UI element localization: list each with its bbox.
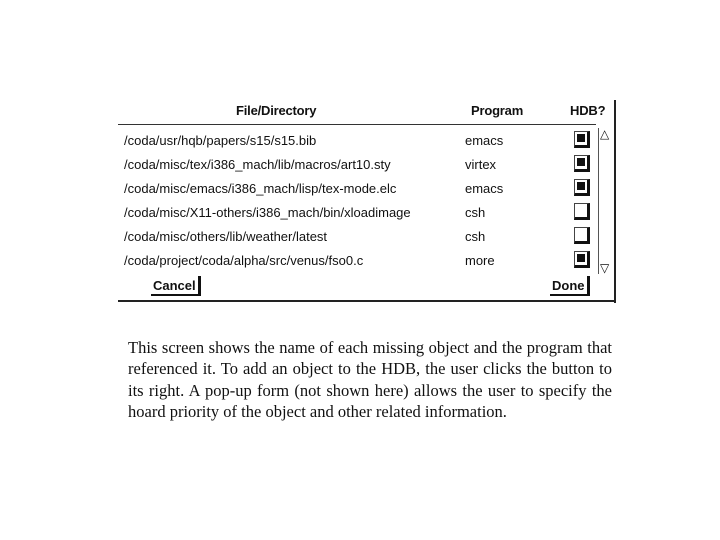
down-arrow-icon[interactable]: ▽ [600, 261, 610, 275]
done-button[interactable]: Done [550, 276, 590, 296]
header-hdb: HDB? [570, 103, 606, 118]
file-path: /coda/misc/X11-others/i386_mach/bin/xloadimage [124, 205, 411, 220]
file-path: /coda/usr/hqb/papers/s15/s15.bib [124, 133, 317, 148]
panel-bottom-edge [118, 300, 616, 302]
table-row [124, 178, 594, 202]
table-row [124, 130, 594, 154]
hdb-checkbox[interactable] [574, 131, 590, 148]
hdb-checkbox[interactable] [574, 251, 590, 268]
cancel-button[interactable]: Cancel [151, 276, 201, 296]
program-name: csh [465, 205, 486, 220]
up-arrow-icon[interactable]: △ [600, 127, 610, 141]
header-divider [118, 124, 596, 125]
program-name: emacs [465, 133, 504, 148]
figure-caption: This screen shows the name of each missing object and the program that referenced it. To add an object to the HDB, the user clicks the button to its right. A pop-up form (not shown here) allows the user to specify the hoard priority of the object and other related information. [128, 337, 612, 421]
file-path: /coda/misc/emacs/i386_mach/lisp/tex-mode.elc [124, 181, 397, 196]
hdb-checkbox[interactable] [574, 179, 590, 196]
hoard-dialog [118, 100, 620, 303]
program-name: emacs [465, 181, 504, 196]
hdb-checkbox[interactable] [574, 155, 590, 172]
header-program: Program [471, 103, 524, 118]
header-file-directory: File/Directory [236, 103, 317, 118]
file-path: /coda/project/coda/alpha/src/venus/fso0.c [124, 253, 364, 268]
program-name: more [465, 253, 495, 268]
program-name: virtex [465, 157, 497, 172]
program-name: csh [465, 229, 486, 244]
file-path: /coda/misc/tex/i386_mach/lib/macros/art10.sty [124, 157, 391, 172]
table-row [124, 154, 594, 178]
file-path: /coda/misc/others/lib/weather/latest [124, 229, 328, 244]
table-row [124, 226, 594, 250]
table-row [124, 202, 594, 226]
hdb-checkbox[interactable] [574, 203, 590, 220]
table-row [124, 250, 594, 274]
vertical-scrollbar[interactable] [598, 128, 615, 274]
hdb-checkbox[interactable] [574, 227, 590, 244]
